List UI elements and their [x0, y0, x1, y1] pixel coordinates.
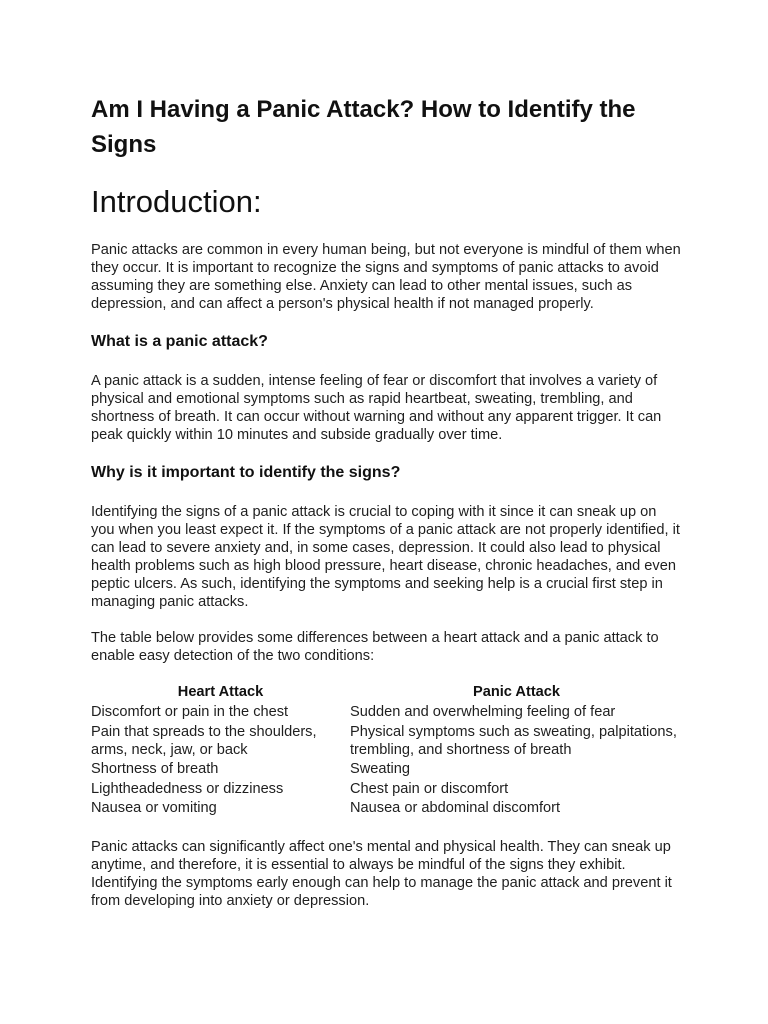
heart-attack-cell: Discomfort or pain in the chest — [91, 704, 289, 720]
panic-attack-cell: Chest pain or discomfort — [350, 780, 509, 797]
heart-attack-cell: Shortness of breath — [91, 761, 219, 777]
comparison-table — [91, 683, 683, 819]
table-row — [91, 780, 683, 800]
heart-attack-cell: Lightheadedness or dizziness — [91, 780, 284, 797]
table-row — [91, 799, 683, 819]
table-row — [91, 703, 683, 723]
table-row — [91, 760, 683, 780]
why-identify-signs-paragraph: Identifying the signs of a panic attack is crucial to coping with it since it can sneak up on you when you least expect it. If the symptoms of a panic attack are not properly identified, it can lead to severe anxiety and, in some cases, depression. It could also lead to physical health problems such as high blood pressure, heart disease, chronic headaches, and even peptic ulcers. As such, identifying the symptoms and seeking help is a crucial first step in managing panic attacks. — [91, 504, 680, 610]
introduction-heading: Introduction: — [91, 184, 262, 219]
what-is-panic-attack-paragraph: A panic attack is a sudden, intense feeling of fear or discomfort that involves a variety of physical and emotional symptoms such as rapid heartbeat, sweating, trembling, and shortness of breath. It can occur without warning and without any apparent trigger. It can peak quickly within 10 minutes and subside gradually over time. — [91, 373, 662, 443]
document-page — [91, 92, 683, 910]
panic-attack-cell: Sudden and overwhelming feeling of fear — [350, 704, 616, 720]
panic-attack-cell: Nausea or abdominal discomfort — [350, 800, 561, 816]
table-row — [91, 723, 683, 761]
table-intro-paragraph: The table below provides some differences between a heart attack and a panic attack to enable easy detection of the two conditions: — [91, 630, 659, 664]
document-title: Am I Having a Panic Attack? How to Identify the Signs — [91, 96, 636, 158]
conclusion-paragraph: Panic attacks can significantly affect one's mental and physical health. They can sneak up anytime, and therefore, it is essential to always be mindful of the signs they exhibit. Identifying the symptoms early enough can help to manage the panic attack and prevent it from developing into anxiety or depression. — [91, 838, 672, 909]
heart-attack-cell: Nausea or vomiting — [91, 800, 217, 816]
panic-attack-cell: Sweating — [350, 761, 411, 777]
introduction-paragraph: Panic attacks are common in every human being, but not everyone is mindful of them when they occur. It is important to recognize the signs and symptoms of panic attacks to avoid assuming they are something else. Anxiety can lead to other mental issues, such as depression, and can affect a person's physical health if not managed properly. — [91, 242, 681, 312]
what-is-panic-attack-heading: What is a panic attack? — [91, 333, 268, 350]
why-identify-signs-heading: Why is it important to identify the signs? — [91, 464, 401, 481]
header-panic-attack: Panic Attack — [472, 684, 561, 700]
table-header-row — [91, 683, 683, 703]
panic-attack-cell: Physical symptoms such as sweating, palpitations, trembling, and shortness of breath — [350, 723, 677, 758]
header-heart-attack: Heart Attack — [177, 684, 264, 700]
heart-attack-cell: Pain that spreads to the shoulders, arms, neck, jaw, or back — [91, 723, 317, 758]
